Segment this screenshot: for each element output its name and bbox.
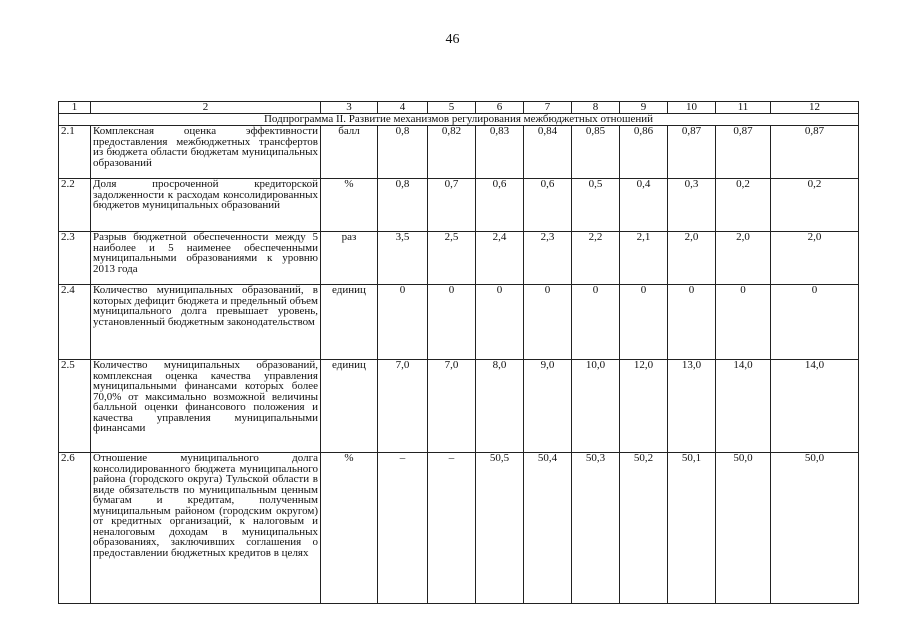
value-cell: 0,6 bbox=[476, 179, 524, 232]
value-cell: 0,87 bbox=[771, 126, 859, 179]
value-cell: 0,7 bbox=[428, 179, 476, 232]
value-cell: 2,4 bbox=[476, 232, 524, 285]
subprogram-title: Подпрограмма II. Развитие механизмов регулирования межбюджетных отношений bbox=[59, 114, 859, 126]
row-number: 2.2 bbox=[59, 179, 91, 232]
row-number: 2.5 bbox=[59, 360, 91, 453]
column-number: 2 bbox=[91, 102, 321, 114]
table-row bbox=[59, 285, 859, 360]
value-cell: 0,82 bbox=[428, 126, 476, 179]
unit-cell: единиц bbox=[321, 285, 378, 360]
value-cell: 0,6 bbox=[524, 179, 572, 232]
value-cell: 50,5 bbox=[476, 453, 524, 604]
column-number: 4 bbox=[378, 102, 428, 114]
column-number: 1 bbox=[59, 102, 91, 114]
table-row bbox=[59, 179, 859, 232]
column-number: 6 bbox=[476, 102, 524, 114]
value-cell: 50,2 bbox=[620, 453, 668, 604]
column-number: 5 bbox=[428, 102, 476, 114]
column-number: 3 bbox=[321, 102, 378, 114]
row-number: 2.3 bbox=[59, 232, 91, 285]
value-cell: 0,8 bbox=[378, 179, 428, 232]
value-cell: 8,0 bbox=[476, 360, 524, 453]
row-number: 2.1 bbox=[59, 126, 91, 179]
value-cell: 50,3 bbox=[572, 453, 620, 604]
column-number: 11 bbox=[716, 102, 771, 114]
page-number: 46 bbox=[445, 32, 460, 47]
value-cell: 50,4 bbox=[524, 453, 572, 604]
value-cell: 0 bbox=[620, 285, 668, 360]
value-cell: 0,84 bbox=[524, 126, 572, 179]
value-cell: 0,87 bbox=[668, 126, 716, 179]
value-cell: 2,2 bbox=[572, 232, 620, 285]
value-cell: 3,5 bbox=[378, 232, 428, 285]
indicator-description: Количество муниципальных образований, в которых дефицит бюджета и предельный объем муниципального долга превышает уровень, установленный бюджетным законодательством bbox=[91, 285, 321, 360]
table-row bbox=[59, 360, 859, 453]
value-cell: 0,8 bbox=[378, 126, 428, 179]
indicator-description: Доля просроченной кредиторской задолженности к расходам консолидированных бюджетов муниципальных образований bbox=[91, 179, 321, 232]
column-number-row bbox=[59, 102, 859, 114]
value-cell: 2,0 bbox=[668, 232, 716, 285]
value-cell: 0 bbox=[771, 285, 859, 360]
value-cell: 7,0 bbox=[378, 360, 428, 453]
indicator-description: Комплексная оценка эффективности предоставления межбюджетных трансфертов из бюджета области бюджетам муниципальных образований bbox=[91, 126, 321, 179]
table-row bbox=[59, 126, 859, 179]
value-cell: 0 bbox=[524, 285, 572, 360]
column-number: 8 bbox=[572, 102, 620, 114]
value-cell: 0 bbox=[716, 285, 771, 360]
unit-cell: % bbox=[321, 179, 378, 232]
value-cell: – bbox=[428, 453, 476, 604]
column-number: 9 bbox=[620, 102, 668, 114]
value-cell: 50,0 bbox=[771, 453, 859, 604]
value-cell: 2,5 bbox=[428, 232, 476, 285]
value-cell: 2,3 bbox=[524, 232, 572, 285]
indicator-description: Количество муниципальных образований, комплексная оценка качества управления муниципальными финансами которых более 70,0% от максимально возможной величины балльной оценки финансового положения и качества управления муниципальными финансами bbox=[91, 360, 321, 453]
value-cell: 13,0 bbox=[668, 360, 716, 453]
row-number: 2.6 bbox=[59, 453, 91, 604]
indicator-description: Разрыв бюджетной обеспеченности между 5 наиболее и 5 наименее обеспеченными муниципальными образованиями к уровню 2013 года bbox=[91, 232, 321, 285]
indicator-description: Отношение муниципального долга консолидированного бюджета муниципального района (городского округа) Тульской области в виде обязательств по муниципальным ценным бумагам и кредитам, полученным муниципальным районом (городским округом) от кредитных организаций, к налоговым и неналоговым доходам в муниципальных образованиях, заключивших соглашения о предоставлении бюджетных кредитов в целях bbox=[91, 453, 321, 604]
column-number: 7 bbox=[524, 102, 572, 114]
value-cell: 2,0 bbox=[771, 232, 859, 285]
value-cell: 0,85 bbox=[572, 126, 620, 179]
unit-cell: единиц bbox=[321, 360, 378, 453]
value-cell: 2,0 bbox=[716, 232, 771, 285]
unit-cell: % bbox=[321, 453, 378, 604]
value-cell: 0,86 bbox=[620, 126, 668, 179]
value-cell: 2,1 bbox=[620, 232, 668, 285]
value-cell: 0,5 bbox=[572, 179, 620, 232]
value-cell: 0 bbox=[428, 285, 476, 360]
value-cell: 14,0 bbox=[771, 360, 859, 453]
indicators-table bbox=[58, 101, 859, 604]
value-cell: 0 bbox=[572, 285, 620, 360]
value-cell: 0,87 bbox=[716, 126, 771, 179]
value-cell: 7,0 bbox=[428, 360, 476, 453]
value-cell: 50,1 bbox=[668, 453, 716, 604]
value-cell: 0,2 bbox=[771, 179, 859, 232]
value-cell: 0,3 bbox=[668, 179, 716, 232]
value-cell: 9,0 bbox=[524, 360, 572, 453]
value-cell: 0 bbox=[378, 285, 428, 360]
column-number: 10 bbox=[668, 102, 716, 114]
column-number: 12 bbox=[771, 102, 859, 114]
unit-cell: раз bbox=[321, 232, 378, 285]
value-cell: 0 bbox=[668, 285, 716, 360]
unit-cell: балл bbox=[321, 126, 378, 179]
value-cell: 10,0 bbox=[572, 360, 620, 453]
value-cell: – bbox=[378, 453, 428, 604]
subprogram-title-row bbox=[59, 114, 859, 126]
value-cell: 0,2 bbox=[716, 179, 771, 232]
value-cell: 0,83 bbox=[476, 126, 524, 179]
value-cell: 0 bbox=[476, 285, 524, 360]
value-cell: 14,0 bbox=[716, 360, 771, 453]
value-cell: 0,4 bbox=[620, 179, 668, 232]
row-number: 2.4 bbox=[59, 285, 91, 360]
table-row bbox=[59, 453, 859, 604]
table-row bbox=[59, 232, 859, 285]
value-cell: 50,0 bbox=[716, 453, 771, 604]
value-cell: 12,0 bbox=[620, 360, 668, 453]
